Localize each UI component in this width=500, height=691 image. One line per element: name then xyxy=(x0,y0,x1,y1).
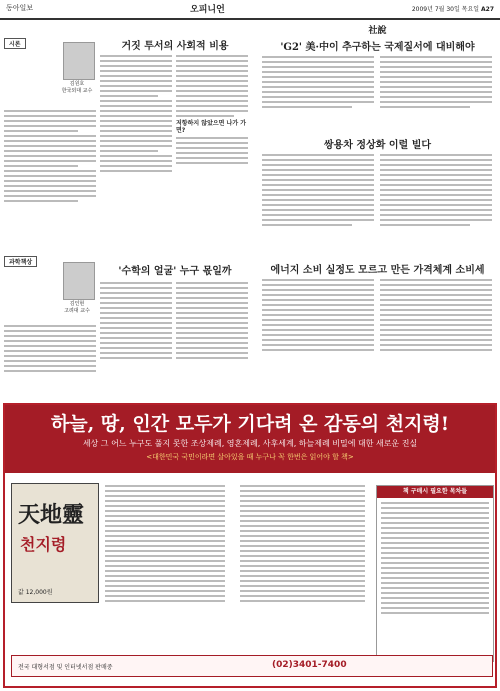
author-byline: 김원호 한국외대 교수 xyxy=(61,81,93,94)
author-byline-2: 김인현 고려대 교수 xyxy=(64,301,90,314)
column-body xyxy=(4,110,96,205)
ad-body-col1 xyxy=(105,485,225,605)
article-headline: 거짓 투서의 사회적 비용 xyxy=(121,41,229,52)
article2-body-col1 xyxy=(100,282,172,362)
ad-subtitle: 세상 그 어느 누구도 풀지 못한 조상제례, 영혼제례, 사후세계, 하늘제례 비밀에 대한 새로운 진실 xyxy=(82,439,418,448)
editorial-headline-3: 에너지 소비 실정도 모르고 만든 가격체계 소비세 xyxy=(270,265,485,276)
column-body-2 xyxy=(4,325,96,375)
ad-contents-title: 책 구매시 필요한 목차들 xyxy=(377,486,493,498)
editorial-body-1a xyxy=(262,56,374,111)
author-photo-2 xyxy=(63,262,95,300)
book-title: 천지령 xyxy=(20,535,67,554)
ad-contents-list xyxy=(381,502,489,617)
editorial-headline-1: 'G2' 美·中이 추구하는 국제질서에 대비해야 xyxy=(280,42,475,53)
article-body-col1 xyxy=(100,55,172,175)
paper-name: 동아일보 xyxy=(6,4,34,12)
book-title-hanja: 天地靈 xyxy=(18,502,85,528)
subheading: 저항하지 않았으면 나가 가면? xyxy=(176,120,247,134)
book-cover xyxy=(11,483,99,603)
ad-order-bar xyxy=(11,655,493,677)
article-body-col2 xyxy=(176,55,248,167)
issue-date: 2009년 7월 30일 목요일 A27 xyxy=(411,6,494,13)
ad-header xyxy=(5,405,495,473)
book-price: 값 12,000원 xyxy=(18,589,53,596)
editorial-body-3a xyxy=(262,279,374,354)
editorial-body-3b xyxy=(380,279,492,354)
editorial-label: 社說 xyxy=(368,26,387,36)
ad-phone: (02)3401-7400 xyxy=(272,660,347,670)
ad-headline: 하늘, 땅, 인간 모두가 기다려 온 감동의 천지령! xyxy=(50,413,450,435)
editorial-body-2a xyxy=(262,154,374,229)
ad-order-text: 전국 대형서점 및 인터넷서점 판매중 xyxy=(18,664,113,671)
article-headline-2: '수학의 얼굴' 누구 몫일까 xyxy=(118,266,232,277)
ad-contents-box xyxy=(376,485,494,662)
column-tag-science: 과학책상 xyxy=(4,256,37,267)
advertisement xyxy=(3,403,497,688)
author-photo xyxy=(63,42,95,80)
editorial-body-2b xyxy=(380,154,492,229)
article2-body-col2 xyxy=(176,282,248,362)
ad-body-col2 xyxy=(240,485,365,605)
editorial-headline-2: 쌍용차 정상화 이럴 빌다 xyxy=(323,140,432,151)
editorial-body-1b xyxy=(380,56,492,111)
column-tag: 시론 xyxy=(4,38,26,49)
ad-tagline: <대한민국 국민이라면 살아있을 때 누구나 꼭 한번은 읽어야 할 책> xyxy=(146,453,354,461)
masthead xyxy=(0,0,500,20)
section-title: 오피니언 xyxy=(190,5,225,15)
